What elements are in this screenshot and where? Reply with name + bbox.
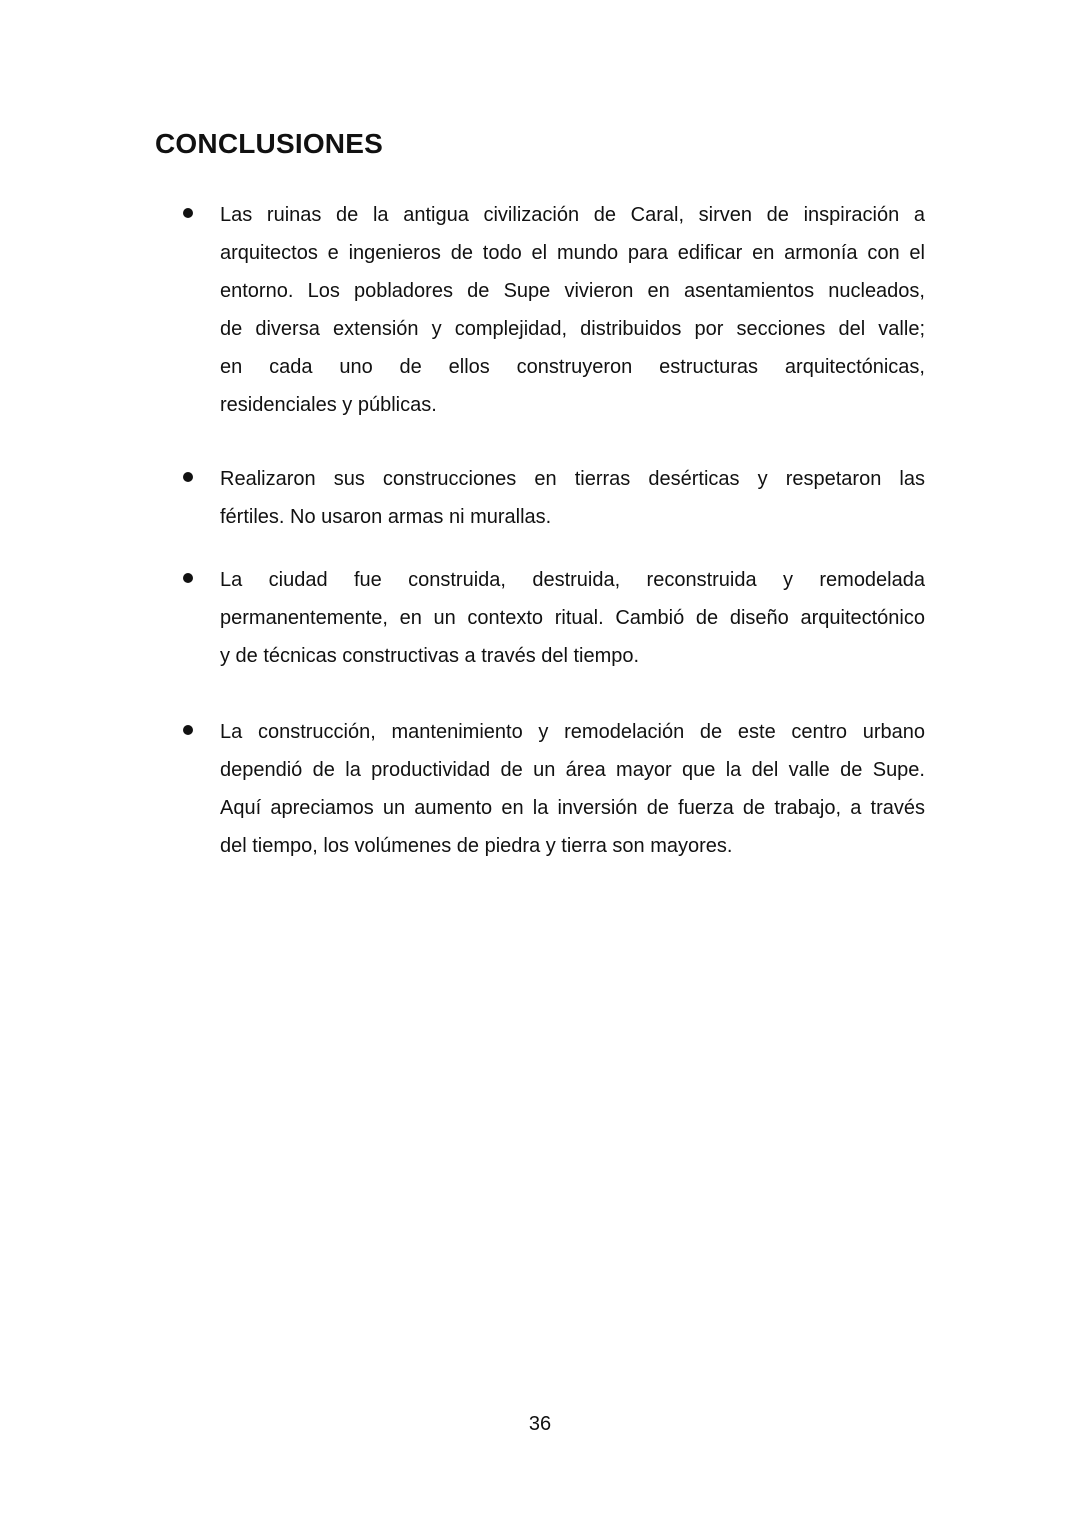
bullet-icon xyxy=(183,208,193,218)
page-title: CONCLUSIONES xyxy=(155,128,383,159)
text-line: La ciudad fue construida, destruida, reconstruida y remodelada xyxy=(220,569,925,591)
text-line: residenciales y públicas. xyxy=(220,394,437,416)
text-line: en cada uno de ellos construyeron estructuras arquitectónicas, xyxy=(220,356,925,378)
bullet-icon xyxy=(183,472,193,482)
text-line: de diversa extensión y complejidad, distribuidos por secciones del valle; xyxy=(220,318,925,340)
page-number: 36 xyxy=(528,1413,552,1435)
bullet-icon xyxy=(183,725,193,735)
text-line: permanentemente, en un contexto ritual. Cambió de diseño arquitectónico xyxy=(220,607,925,629)
bullet-icon xyxy=(183,573,193,583)
text-line: dependió de la productividad de un área mayor que la del valle de Supe. xyxy=(220,759,925,781)
text-line: del tiempo, los volúmenes de piedra y tierra son mayores. xyxy=(220,835,733,857)
text-line: fértiles. No usaron armas ni murallas. xyxy=(220,506,552,528)
text-line: Aquí apreciamos un aumento en la inversión de fuerza de trabajo, a través xyxy=(220,797,925,819)
text-line: Realizaron sus construcciones en tierras desérticas y respetaron las xyxy=(220,468,925,490)
text-line: arquitectos e ingenieros de todo el mundo para edificar en armonía con el xyxy=(220,242,925,264)
text-line: La construcción, mantenimiento y remodelación de este centro urbano xyxy=(220,721,925,743)
text-line: Las ruinas de la antigua civilización de Caral, sirven de inspiración a xyxy=(220,204,925,226)
text-line: entorno. Los pobladores de Supe vivieron en asentamientos nucleados, xyxy=(220,280,925,302)
text-line: y de técnicas constructivas a través del tiempo. xyxy=(220,645,640,667)
